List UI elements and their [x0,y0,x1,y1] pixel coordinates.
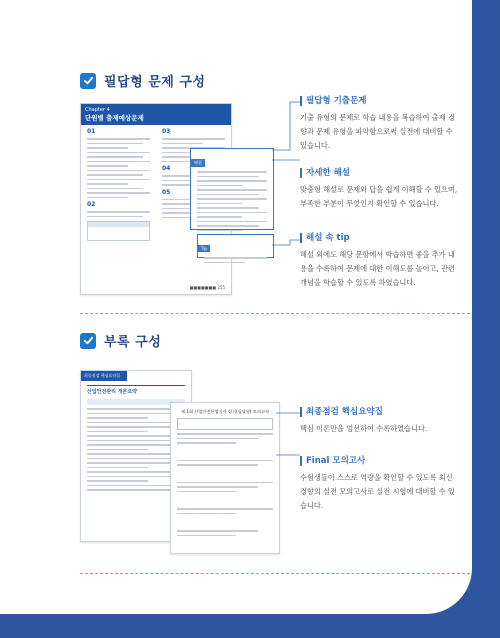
section-title: 필답형 문제 구성 [104,75,206,90]
feature-desc: 수험생들이 스스로 역량을 확인할 수 있도록 최신 경향의 실전 모의고사로 실전 시험에 대비할 수 있습니다. [300,473,455,510]
feature-mock-exam [300,456,460,513]
feature-title: Final 모의고사 [300,456,460,466]
thumb-header [81,104,231,125]
feature-desc: 기출 유형의 문제로 학습 내용을 복습하여 출제 경향과 문제 유형을 파악함으로써 실전에 대비할 수 있습니다. [300,113,455,150]
tip-callout [197,234,274,258]
feature-title: 필답형 기출문제 [300,96,460,106]
exam-title: 제 1회 산업안전산업기사 실기(필답형) 모의고사 [180,409,270,414]
problem-page-thumbnail: Chapter 4 단원별 출제예상문제 01 02 03 04 05 ■■■■■■■ 255 [80,103,232,295]
feature-desc: 핵심 이론만을 엄선하여 수록하였습니다. [300,424,428,433]
connector-lines [276,405,302,465]
feature-desc: 맞춤형 해설로 문제와 답을 쉽게 이해할 수 있으며, 부족한 부분이 무엇인지 확인할 수 있습니다. [300,185,458,208]
summary-tab: 최종점검 핵심요약집 [81,371,127,381]
connector-lines [270,100,302,260]
summary-heading: 산업안전관리 개론요약 [87,385,185,395]
feature-final-summary [300,407,460,436]
feature-title: 최종점검 핵심요약집 [300,407,460,417]
feature-tip [300,233,460,290]
bottom-divider [80,573,470,574]
feature-desc: 해설 외에도 해당 문항에서 학습하면 좋을 추가 내용을 수록하여 문제에 대한 이해도를 높이고, 관련 개념을 학습할 수 있도록 하였습니다. [300,250,455,287]
tip-tag: Tip [198,245,210,252]
section-header-appendix [80,331,161,350]
checkmark-icon [80,333,96,349]
thumb-heading: 단원별 출제예상문제 [85,114,144,122]
section-title: 부록 구성 [104,335,162,350]
feature-title: 해설 속 tip [300,233,460,243]
feature-title: 자세한 해설 [300,168,460,178]
section-header-problems [80,71,205,90]
thumb-chapter: Chapter 4 [85,107,110,113]
exam-page-thumbnail [170,402,280,554]
feature-past-questions [300,96,460,153]
explanation-callout [190,148,274,230]
feature-detailed-explanation [300,168,460,211]
section-divider [80,313,470,314]
checkmark-icon [80,73,96,89]
explanation-tag: 해설 [191,159,205,167]
